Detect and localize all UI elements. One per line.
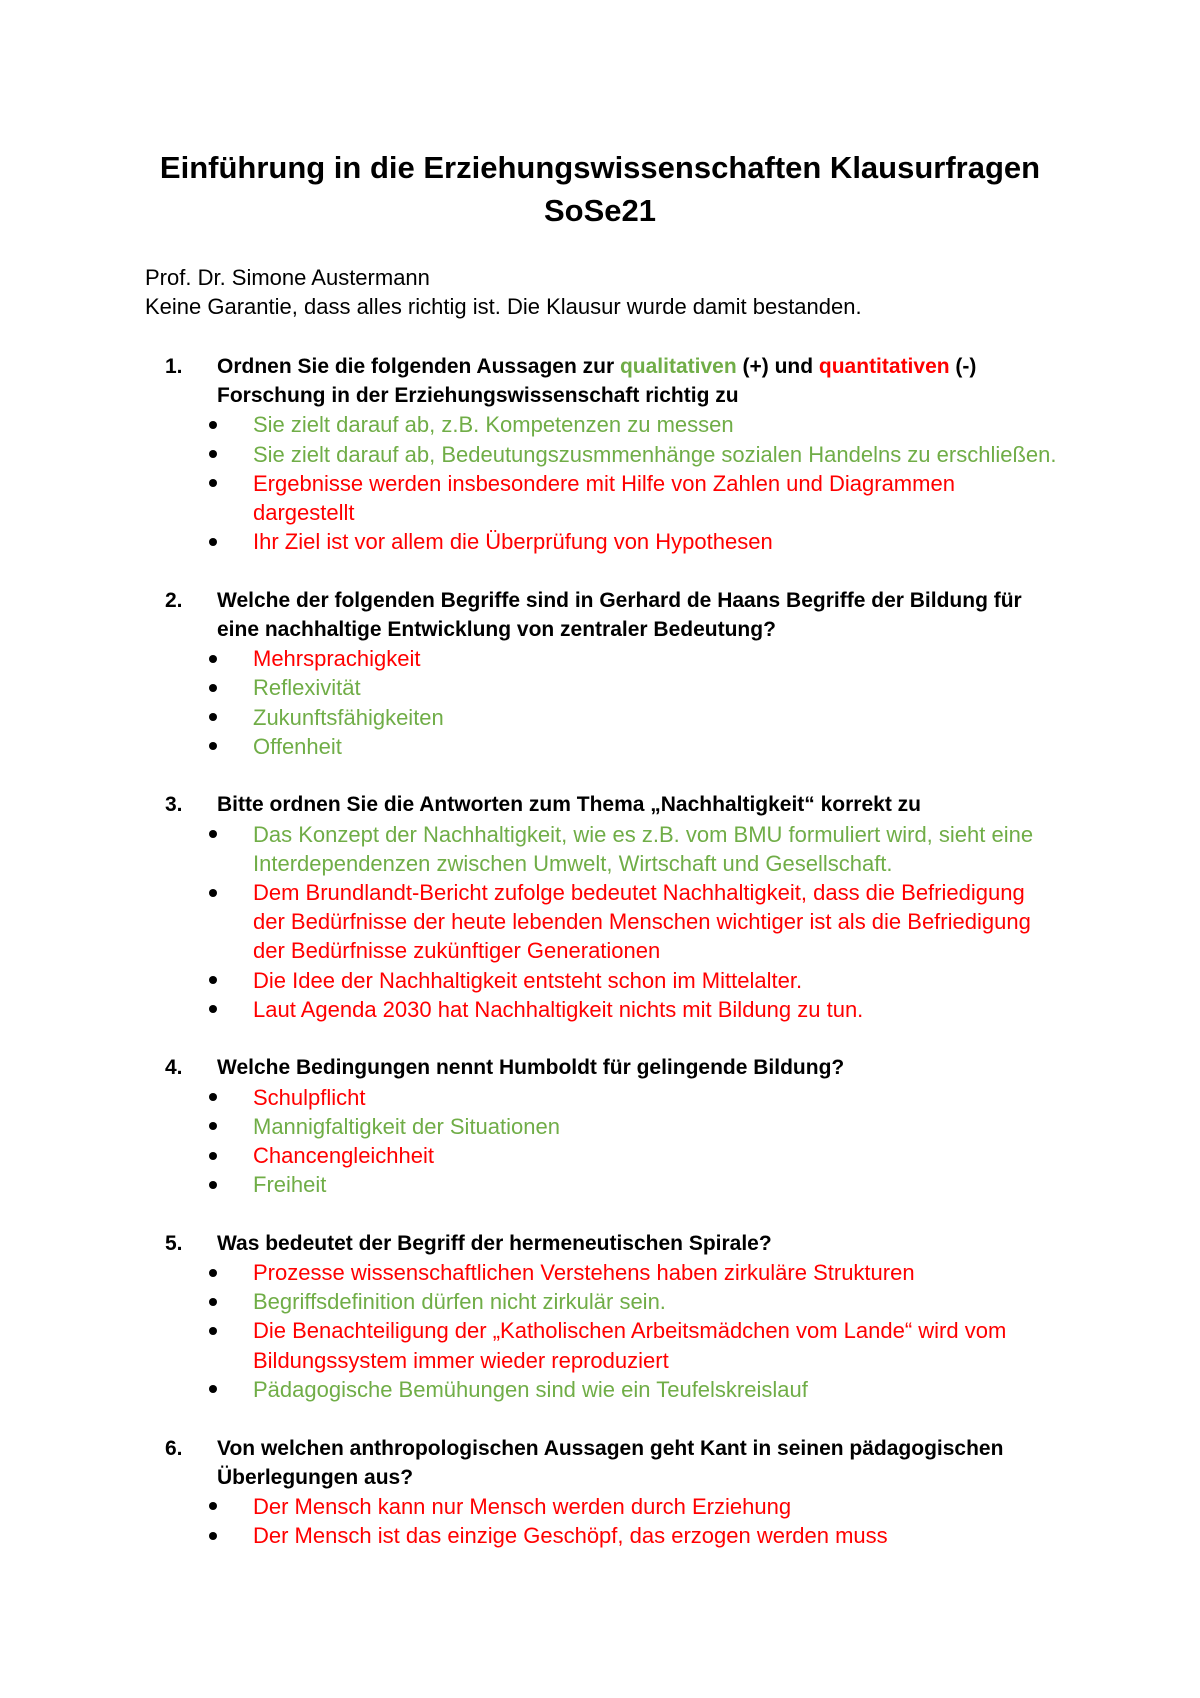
question-block: [0, 586, 1200, 761]
title-line: Einführung in die Erziehungswissenschaften Klausurfragen: [159, 150, 1041, 185]
answer-item: [0, 820, 1200, 878]
answer-item: [0, 1141, 1200, 1170]
question-line: [0, 790, 1200, 819]
question-block: [0, 1434, 1200, 1551]
answer-text: Zukunftsfähigkeiten: [253, 704, 444, 730]
answer-item: [0, 1316, 1200, 1374]
answer-text: Freiheit: [253, 1172, 327, 1198]
answer-item: [0, 1083, 1200, 1112]
answer-item: [0, 469, 1200, 527]
bullet-icon: [209, 450, 217, 458]
question-number: 6.: [165, 1436, 183, 1460]
answer-text: dargestellt: [253, 499, 355, 525]
bullet-icon: [209, 1532, 217, 1540]
question-line: [0, 586, 1200, 615]
document-title: [0, 146, 1200, 232]
bullet-icon: [209, 742, 217, 750]
question-text: Überlegungen aus?: [217, 1465, 414, 1489]
answer-item: [0, 644, 1200, 673]
answer-text: Pädagogische Bemühungen sind wie ein Teufelskreislauf: [253, 1376, 808, 1402]
question-number: 2.: [165, 588, 183, 612]
question-number: 3.: [165, 793, 183, 817]
answer-text: der Bedürfnisse der heute lebenden Menschen wichtiger ist als die Befriedigung: [253, 909, 1031, 935]
bullet-icon: [209, 1093, 217, 1101]
answer-text: Dem Brundlandt-Bericht zufolge bedeutet Nachhaltigkeit, dass die Befriedigung: [253, 880, 1025, 905]
question-block: [0, 352, 1200, 556]
disclaimer-line: Keine Garantie, dass alles richtig ist. Die Klausur wurde damit bestanden.: [145, 294, 862, 320]
answer-item: [0, 527, 1200, 556]
answer-text: Ihr Ziel ist vor allem die Überprüfung von Hypothesen: [253, 529, 773, 555]
question-number: 1.: [165, 355, 183, 378]
answer-item: [0, 995, 1200, 1024]
answer-text: Sie zielt darauf ab, Bedeutungszusmmenhänge sozialen Handelns zu erschließen.: [253, 441, 1057, 467]
answer-item: [0, 1375, 1200, 1404]
answer-text: Bildungssystem immer wieder reproduziert: [253, 1347, 669, 1373]
question-block: [0, 1053, 1200, 1199]
answer-item: [0, 1492, 1200, 1521]
answer-list: [0, 410, 1200, 556]
answer-text: der Bedürfnisse zukünftiger Generationen: [253, 938, 661, 964]
answer-text: Laut Agenda 2030 hat Nachhaltigkeit nichts mit Bildung zu tun.: [253, 996, 864, 1022]
answer-text: Mehrsprachigkeit: [253, 646, 421, 672]
bullet-icon: [209, 421, 217, 429]
answer-item: [0, 966, 1200, 995]
question-line: [0, 1463, 1200, 1492]
question-line: [0, 1229, 1200, 1258]
question-text: eine nachhaltige Entwicklung von zentraler Bedeutung?: [217, 618, 776, 641]
author-line: Prof. Dr. Simone Austermann: [145, 265, 430, 290]
bullet-icon: [209, 1502, 217, 1510]
bullet-icon: [209, 1269, 217, 1277]
answer-item: [0, 1258, 1200, 1287]
answer-item: [0, 878, 1200, 966]
bullet-icon: [209, 479, 217, 487]
question-line: [0, 381, 1200, 410]
question-text: Was bedeutet der Begriff der hermeneutischen Spirale?: [217, 1231, 772, 1255]
answer-text: Offenheit: [253, 733, 342, 759]
answer-list: [0, 1258, 1200, 1404]
bullet-icon: [209, 976, 217, 984]
answer-text: Die Benachteiligung der „Katholischen Arbeitsmädchen vom Lande“ wird vom: [253, 1318, 1007, 1344]
question-block: [0, 1229, 1200, 1404]
question-text: Von welchen anthropologischen Aussagen geht Kant in seinen pädagogischen: [217, 1436, 1004, 1460]
answer-item: [0, 440, 1200, 469]
question-text: Ordnen Sie die folgenden Aussagen zur: [217, 355, 620, 378]
question-block: [0, 790, 1200, 1024]
answer-item: [0, 703, 1200, 732]
bullet-icon: [209, 1327, 217, 1335]
question-line: [0, 352, 1200, 381]
bullet-icon: [209, 1385, 217, 1393]
question-text: Bitte ordnen Sie die Antworten zum Thema „Nachhaltigkeit“ korrekt zu: [217, 793, 921, 817]
answer-list: [0, 644, 1200, 761]
answer-item: [0, 1287, 1200, 1316]
answer-item: [0, 732, 1200, 761]
bullet-icon: [209, 1298, 217, 1306]
bullet-icon: [209, 713, 217, 721]
answer-text: Das Konzept der Nachhaltigkeit, wie es z.B. vom BMU formuliert wird, sieht eine: [253, 821, 1034, 847]
question-list: [0, 352, 1200, 1550]
title-line: SoSe21: [543, 193, 656, 228]
bullet-icon: [209, 655, 217, 663]
answer-item: [0, 673, 1200, 702]
quantitative-label: quantitativen: [818, 355, 950, 378]
answer-text: Interdependenzen zwischen Umwelt, Wirtschaft und Gesellschaft.: [253, 850, 893, 876]
bullet-icon: [209, 1152, 217, 1160]
question-line: [0, 1053, 1200, 1082]
question-text: Welche der folgenden Begriffe sind in Gerhard de Haans Begriffe der Bildung für: [217, 588, 1022, 612]
question-text: Forschung in der Erziehungswissenschaft richtig zu: [217, 384, 739, 408]
question-text: (+) und: [736, 355, 819, 378]
bullet-icon: [209, 1005, 217, 1013]
answer-list: [0, 1492, 1200, 1550]
answer-text: Begriffsdefinition dürfen nicht zirkulär sein.: [253, 1289, 666, 1315]
bullet-icon: [209, 830, 217, 838]
qualitative-label: qualitativen: [619, 355, 737, 378]
question-number: 5.: [165, 1231, 183, 1255]
answer-text: Sie zielt darauf ab, z.B. Kompetenzen zu messen: [253, 412, 734, 438]
answer-text: Schulpflicht: [253, 1084, 366, 1110]
answer-text: Prozesse wissenschaftlichen Verstehens haben zirkuläre Strukturen: [253, 1260, 915, 1286]
answer-item: [0, 1170, 1200, 1199]
answer-text: Die Idee der Nachhaltigkeit entsteht schon im Mittelalter.: [253, 967, 803, 993]
question-text: Welche Bedingungen nennt Humboldt für gelingende Bildung?: [217, 1056, 845, 1080]
question-text: (-): [949, 355, 977, 378]
question-number: 4.: [165, 1056, 183, 1080]
answer-item: [0, 1112, 1200, 1141]
bullet-icon: [209, 1122, 217, 1130]
question-line: [0, 1434, 1200, 1463]
answer-list: [0, 820, 1200, 1024]
question-line: [0, 615, 1200, 644]
answer-list: [0, 1083, 1200, 1200]
answer-text: Mannigfaltigkeit der Situationen: [253, 1113, 560, 1139]
answer-item: [0, 410, 1200, 439]
answer-item: [0, 1521, 1200, 1550]
answer-text: Ergebnisse werden insbesondere mit Hilfe von Zahlen und Diagrammen: [253, 470, 955, 496]
answer-text: Reflexivität: [253, 675, 361, 701]
answer-text: Chancengleichheit: [253, 1143, 435, 1168]
bullet-icon: [209, 538, 217, 546]
answer-text: Der Mensch ist das einzige Geschöpf, das erzogen werden muss: [253, 1523, 888, 1549]
bullet-icon: [209, 684, 217, 692]
document-meta: [145, 263, 862, 321]
bullet-icon: [209, 1181, 217, 1189]
answer-text: Der Mensch kann nur Mensch werden durch Erziehung: [253, 1493, 792, 1519]
bullet-icon: [209, 889, 217, 897]
